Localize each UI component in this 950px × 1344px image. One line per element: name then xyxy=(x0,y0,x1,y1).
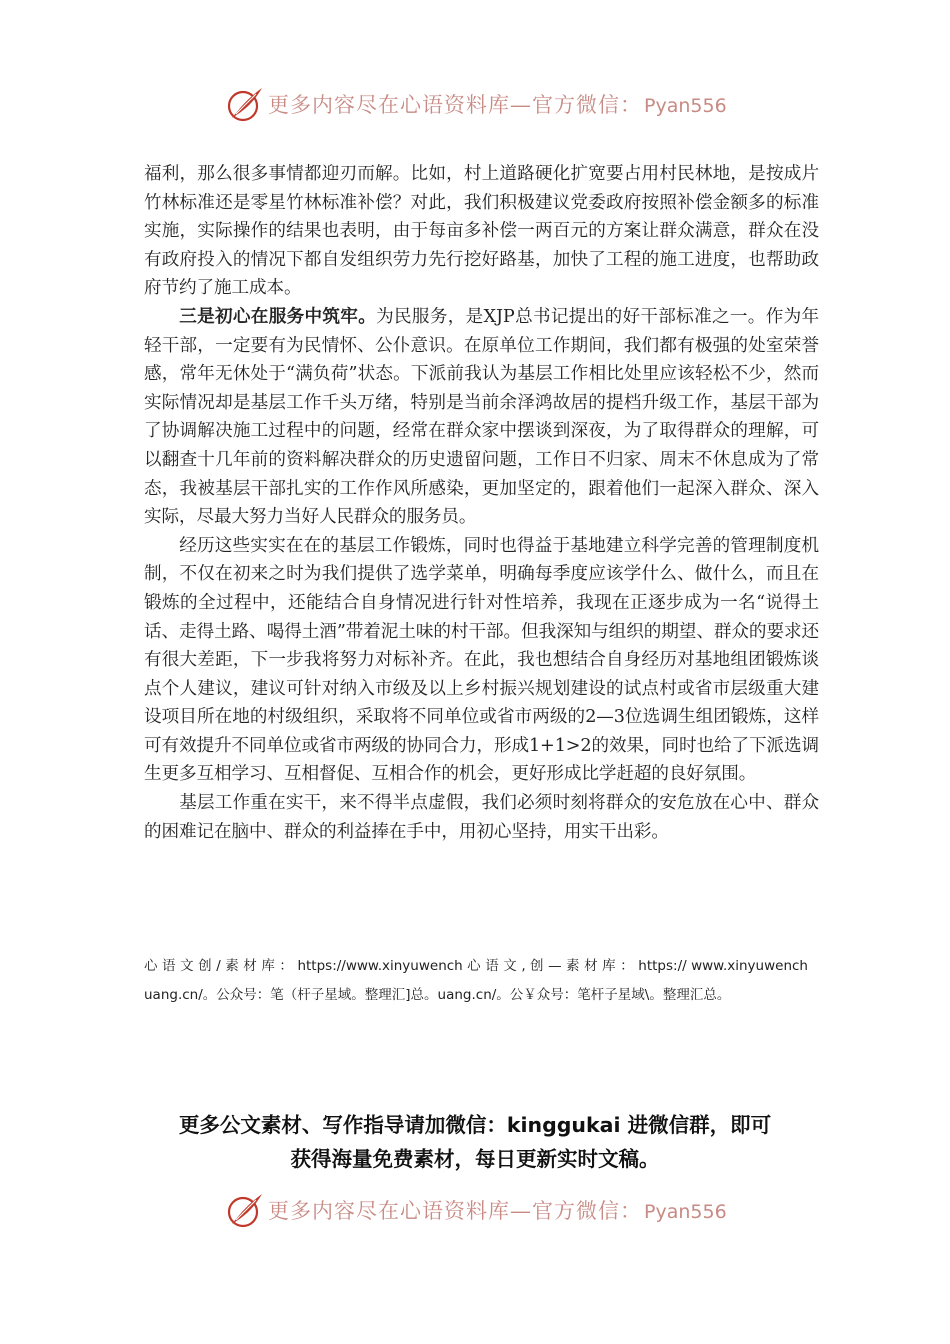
promo-line-1: 更多公文素材、写作指导请加微信：kinggukai 进微信群，即可 xyxy=(178,1113,772,1137)
promo-line-2: 获得海量免费素材，每日更新实时文稿。 xyxy=(290,1147,660,1171)
footer-wechat-id: Pyan556 xyxy=(644,1201,727,1223)
header-banner xyxy=(226,84,727,124)
document-body xyxy=(144,160,819,846)
paragraph-2: 三是初心在服务中筑牢。为民服务，是XJP总书记提出的好干部标准之一。作为年轻干部，一定要有为民情怀、公仆意识。在原单位工作期间，我们都有极强的处室荣誉感，常年无休处于“满负荷”状态。下派前我认为基层工作相比处里应该轻松不少，然而实际情况却是基层工作千头万绪，特别是当前余泽鸿故居的提档升级工作，基层干部为了协调解决施工过程中的问题，经常在群众家中摆谈到深夜，为了取得群众的理解，可以翻查十几年前的资料解决群众的历史遗留问题，工作日不归家、周末不休息成为了常态，我被基层干部扎实的工作作风所感染，更加坚定的，跟着他们一起深入群众、深入实际，尽最大努力当好人民群众的服务员。 xyxy=(144,305,819,528)
paragraph-4: 基层工作重在实干，来不得半点虚假，我们必须时刻将群众的安危放在心中、群众的困难记在脑中、群众的利益捧在手中，用初心坚持，用实干出彩。 xyxy=(144,793,819,842)
feather-quill-icon xyxy=(226,84,266,124)
feather-quill-icon xyxy=(226,1190,266,1230)
source-note: 心 语 文 创 / 素 材 库 ： https://www.xinyuwench 心 语 文 , 创 — 素 材 库 ： https:// www.xinyuwenchuang.cn/。公众号：笔（杆子星域。整理汇]总。uang.cn/。公￥众号：笔杆子星域\。整理汇总。 xyxy=(144,958,808,1003)
header-wechat-id: Pyan556 xyxy=(644,95,727,117)
paragraph-2-heading: 三是初心在服务中筑牢。 xyxy=(179,305,377,327)
footer-banner-text: 更多内容尽在心语资料库—官方微信： Pyan556 xyxy=(268,1199,727,1223)
paragraph-1: 福利，那么很多事情都迎刃而解。比如，村上道路硬化扩宽要占用村民林地，是按成片竹林标准还是零星竹林标准补偿？对此，我们积极建议党委政府按照补偿金额多的标准实施，实际操作的结果也表明，由于每亩多补偿一两百元的方案让群众满意，群众在没有政府投入的情况下都自发组织劳力先行挖好路基，加快了工程的施工进度，也帮助政府节约了施工成本。 xyxy=(144,164,819,299)
header-banner-text: 更多内容尽在心语资料库—官方微信： Pyan556 xyxy=(268,93,727,117)
promo-text xyxy=(120,1108,830,1176)
footer-banner xyxy=(226,1190,727,1230)
paragraph-3: 经历这些实实在在的基层工作锻炼，同时也得益于基地建立科学完善的管理制度机制，不仅在初来之时为我们提供了选学菜单，明确每季度应该学什么、做什么，而且在锻炼的全过程中，还能结合自身情况进行针对性培养，我现在正逐步成为一名“说得土话、走得土路、喝得土酒”带着泥土味的村干部。但我深知与组织的期望、群众的要求还有很大差距，下一步我将努力对标补齐。在此，我也想结合自身经历对基地组团锻炼谈点个人建议，建议可针对纳入市级及以上乡村振兴规划建设的试点村或省市层级重大建设项目所在地的村级组织，采取将不同单位或省市两级的2—3位选调生组团锻炼，这样可有效提升不同单位或省市两级的协同合力，形成1+1>2的效果，同时也给了下派选调生更多互相学习、互相督促、互相合作的机会，更好形成比学赶超的良好氛围。 xyxy=(144,535,819,785)
